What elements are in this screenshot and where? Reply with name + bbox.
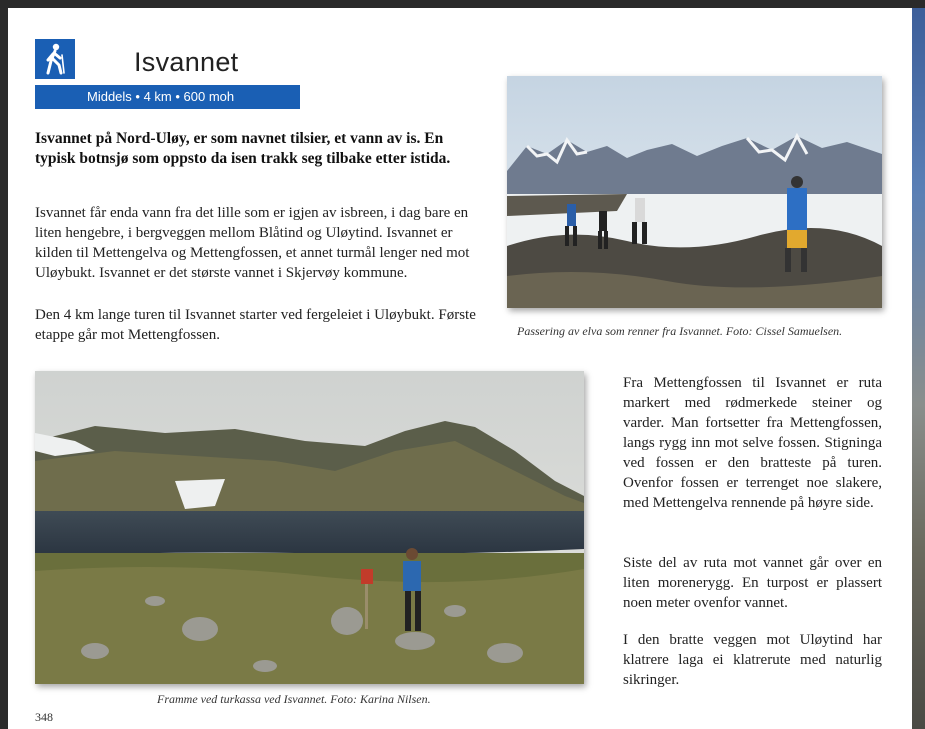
caption-bottom-photo: Framme ved turkassa ved Isvannet. Foto: Karina Nilsen. bbox=[157, 692, 431, 706]
river-crossing-image bbox=[507, 76, 882, 308]
book-page bbox=[8, 8, 912, 729]
lake-turpost-image bbox=[35, 371, 584, 684]
window-top-bar bbox=[0, 0, 925, 8]
body-paragraph-1: Isvannet får enda vann fra det lille som er igjen av isbreen, i dag bare en liten hengebre, i bergveggen mellom Blåtind og Uløytind. Isvannet er kilden til Mettengelva og Mettengfossen, et annet turmål lenger ned mot Uløybukt. Isvannet er det største vannet i Skjervøy kommune. bbox=[35, 205, 470, 281]
body-paragraph-5: I den bratte veggen mot Uløytind har klatrere laga ei klatrerute med naturlig sikringer. bbox=[623, 632, 882, 688]
hiker-icon bbox=[35, 39, 75, 79]
body-paragraph-3: Fra Mettengfossen til Isvannet er ruta markert med rødmerkede steiner og varder. Man fortsetter fra Mettengfossen, langs rygg inn mot selve fossen. Stigninga ved fossen er den bratteste på turen. Ovenfor fossen er terrenget noe slakere, med Mettengelva rennende på høyre side. bbox=[623, 375, 882, 511]
photo-lake-turpost bbox=[35, 371, 584, 684]
page-number: 348 bbox=[35, 710, 53, 724]
difficulty-bar: Middels • 4 km • 600 moh bbox=[35, 85, 300, 109]
page-title: Isvannet bbox=[134, 47, 239, 77]
adjacent-page-edge bbox=[912, 8, 925, 729]
body-paragraph-2: Den 4 km lange turen til Isvannet starter ved fergeleiet i Uløybukt. Første etappe går mot Mettengfossen. bbox=[35, 307, 476, 343]
body-paragraph-4: Siste del av ruta mot vannet går over en liten morenerygg. En turpost er plassert noen meter ovenfor vannet. bbox=[623, 555, 882, 611]
caption-top-photo: Passering av elva som renner fra Isvannet. Foto: Cissel Samuelsen. bbox=[517, 324, 843, 338]
lead-paragraph: Isvannet på Nord-Uløy, er som navnet tilsier, et vann av is. En typisk botnsjø som oppsto da isen trakk seg tilbake etter istida. bbox=[35, 130, 451, 167]
photo-river-crossing bbox=[507, 76, 882, 308]
